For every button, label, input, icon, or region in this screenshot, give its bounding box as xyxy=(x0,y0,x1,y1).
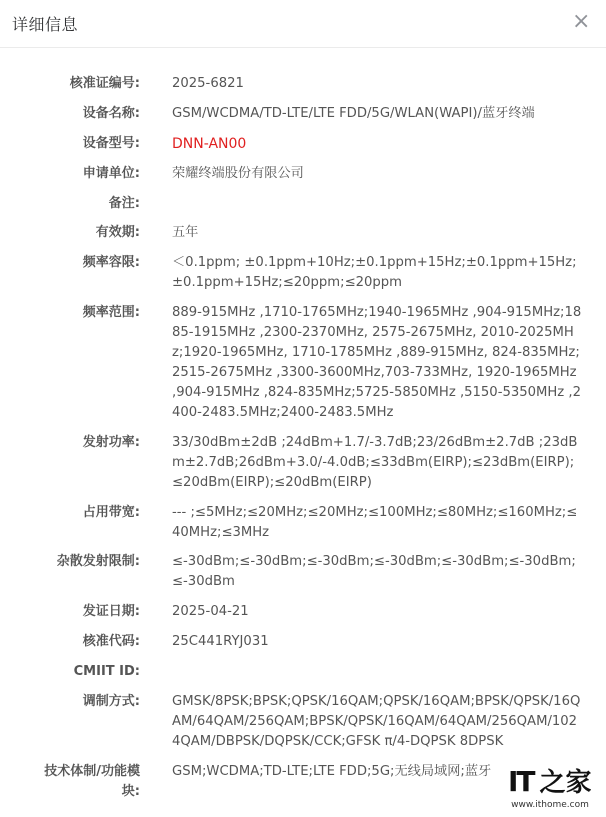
value-approval-number: 2025-6821 xyxy=(172,76,244,91)
label-issue-date: 发证日期: xyxy=(82,604,140,619)
ithome-logo-cn: 之家 xyxy=(539,768,592,798)
value-frequency-range: 889-915MHz ,1710-1765MHz;1940-1965MHz ,904-915MHz;1885-1915MHz ,2300-2370MHz, 2575-2675MHz, 2010-2025MHz;1920-1965MHz, 1710-1785MHz ,889-915MHz, 824-835MHz;2515-2675MHz ,3300-3600MHz,703-733MHz, 1920-1965MHz ,904-915MHz ,824-835MHz;5725-5850MHz ,5150-5350MHz ,2400-2483.5MHz;2400-2483.5MHz xyxy=(172,305,582,420)
label-validity: 有效期: xyxy=(95,225,140,240)
value-device-name: GSM/WCDMA/TD-LTE/LTE FDD/5G/WLAN(WAPI)/蓝牙终端 xyxy=(172,106,535,121)
value-approval-code: 25C441RYJ031 xyxy=(172,634,269,649)
close-icon[interactable]: × xyxy=(572,9,591,34)
value-validity: 五年 xyxy=(172,225,199,240)
label-applicant: 申请单位: xyxy=(82,166,140,181)
value-spurious-emission: ≤-30dBm;≤-30dBm;≤-30dBm;≤-30dBm;≤-30dBm;≤-30dBm;≤-30dBm xyxy=(172,554,576,589)
label-frequency-range: 频率范围: xyxy=(82,305,140,320)
label-modulation: 调制方式: xyxy=(82,694,140,709)
ithome-url: www.ithome.com xyxy=(511,800,589,810)
label-device-name: 设备名称: xyxy=(82,106,140,121)
label-spurious-emission: 杂散发射限制: xyxy=(56,554,140,569)
value-frequency-tolerance: ＜0.1ppm; ±0.1ppm+10Hz;±0.1ppm+15Hz;±0.1ppm+15Hz;±0.1ppm+15Hz;≤20ppm;≤20ppm xyxy=(172,255,577,290)
value-issue-date: 2025-04-21 xyxy=(172,604,249,619)
value-device-model: DNN-AN00 xyxy=(172,136,247,152)
value-transmit-power: 33/30dBm±2dB ;24dBm+1.7/-3.7dB;23/26dBm±2.7dB ;23dBm±2.7dB;26dBm+3.0/-4.0dB;≤33dBm(EIRP);≤23dBm(EIRP);≤20dBm(EIRP);≤20dBm(EIRP) xyxy=(172,435,578,490)
ithome-logo xyxy=(508,767,592,797)
value-occupied-bandwidth: --- ;≤5MHz;≤20MHz;≤20MHz;≤100MHz;≤80MHz;≤160MHz;≤40MHz;≤3MHz xyxy=(172,505,578,540)
value-applicant: 荣耀终端股份有限公司 xyxy=(172,166,304,181)
label-remarks: 备注: xyxy=(108,196,140,211)
value-technology: GSM;WCDMA;TD-LTE;LTE FDD;5G;无线局域网;蓝牙 xyxy=(172,764,492,779)
label-device-model: 设备型号: xyxy=(82,136,140,151)
dialog-header xyxy=(0,0,606,48)
label-cmiit-id: CMIIT ID: xyxy=(73,664,140,679)
dialog-title: 详细信息 xyxy=(12,15,79,34)
ithome-watermark xyxy=(502,767,598,811)
value-modulation: GMSK/8PSK;BPSK;QPSK/16QAM;QPSK/16QAM;BPSK/QPSK/16QAM/64QAM/256QAM;BPSK/QPSK/16QAM/64QAM/256QAM/1024QAM/DBPSK/DQPSK/CCK;GFSK π/4-DQPSK 8DPSK xyxy=(172,694,581,749)
label-approval-number: 核准证编号: xyxy=(69,76,140,91)
ithome-logo-text: IT xyxy=(508,765,534,798)
label-occupied-bandwidth: 占用带宽: xyxy=(82,505,140,520)
label-technology: 技术体制/功能模块: xyxy=(44,764,140,799)
label-frequency-tolerance: 频率容限: xyxy=(82,255,140,270)
label-transmit-power: 发射功率: xyxy=(82,435,140,450)
label-approval-code: 核准代码: xyxy=(82,634,140,649)
